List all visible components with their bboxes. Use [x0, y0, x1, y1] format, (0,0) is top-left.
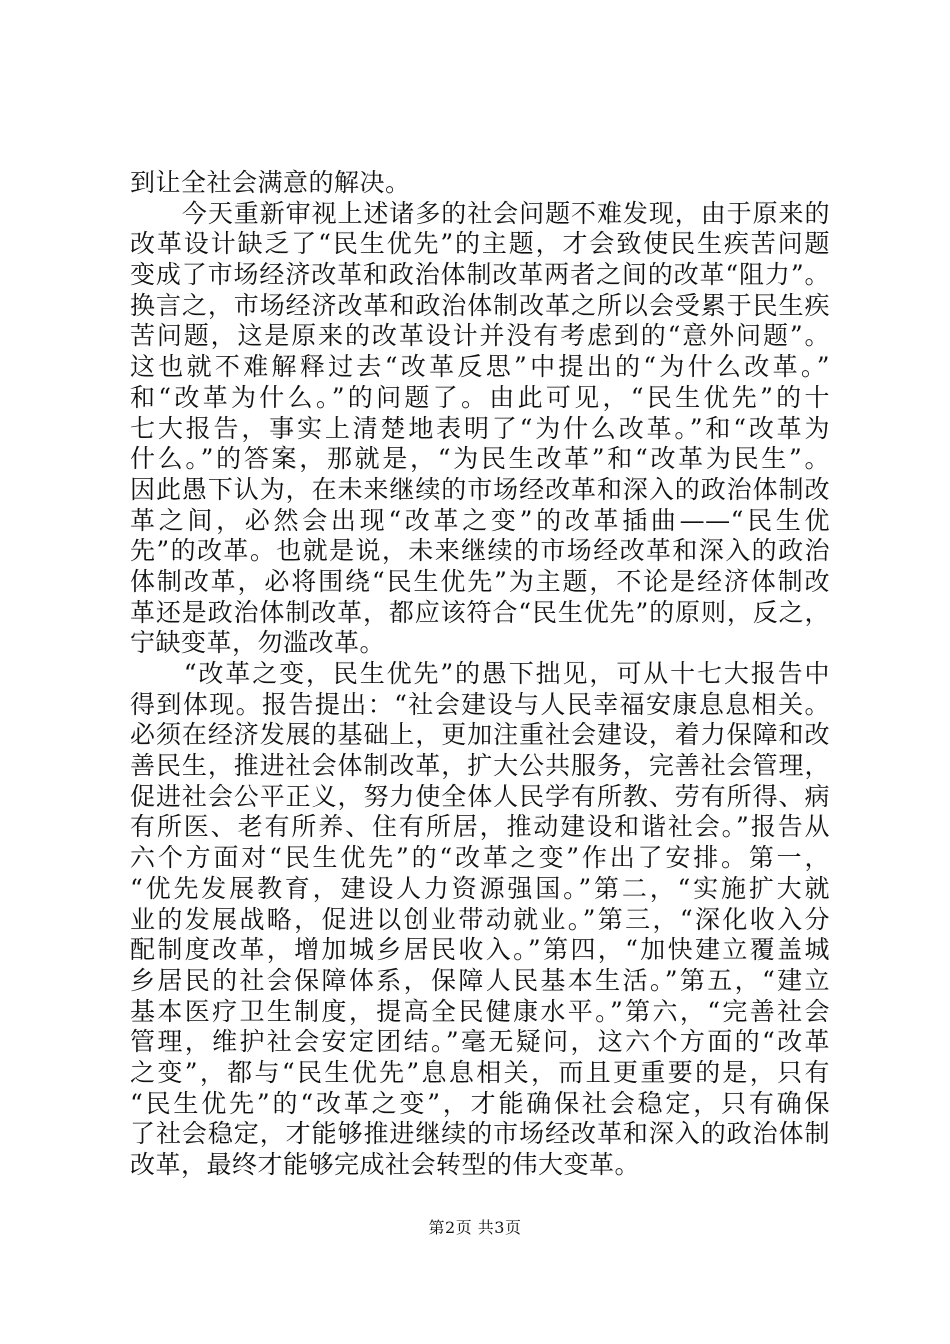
- text-line: 了社会稳定，才能够推进继续的市场经改革和深入的政治体制: [130, 1119, 830, 1149]
- text-line: 乡居民的社会保障体系，保障人民基本生活。”第五，“建立: [130, 965, 830, 995]
- text-line: 善民生，推进社会体制改革，扩大公共服务，完善社会管理，: [130, 751, 830, 781]
- body-text: [130, 168, 830, 1181]
- text-line: 体制改革，必将围绕“民生优先”为主题，不论是经济体制改: [130, 566, 830, 596]
- text-line: “民生优先”的“改革之变”，才能确保社会稳定，只有确保: [130, 1088, 830, 1118]
- text-line: 必须在经济发展的基础上，更加注重社会建设，着力保障和改: [130, 720, 830, 750]
- text-line: 管理，维护社会安定团结。”毫无疑问，这六个方面的“改革: [130, 1027, 830, 1057]
- text-line: 配制度改革，增加城乡居民收入。”第四，“加快建立覆盖城: [130, 935, 830, 965]
- page-number-footer: 第2页 共3页: [428, 1218, 522, 1237]
- text-line: 换言之，市场经济改革和政治体制改革之所以会受累于民生疾: [130, 290, 830, 320]
- text-line: 促进社会公平正义，努力使全体人民学有所教、劳有所得、病: [130, 781, 830, 811]
- text-line: “改革之变，民生优先”的愚下拙见，可从十七大报告中: [130, 659, 830, 688]
- text-line: 先”的改革。也就是说，未来继续的市场经改革和深入的政治: [130, 536, 830, 566]
- text-line: 改革设计缺乏了“民生优先”的主题，才会致使民生疾苦问题: [130, 229, 830, 259]
- text-line: 这也就不难解释过去“改革反思”中提出的“为什么改革。”: [130, 352, 830, 382]
- text-line: 苦问题，这是原来的改革设计并没有考虑到的“意外问题”。: [130, 321, 830, 351]
- text-line: 今天重新审视上述诸多的社会问题不难发现，由于原来的: [130, 198, 830, 228]
- text-line: 之变”，都与“民生优先”息息相关，而且更重要的是，只有: [130, 1057, 830, 1087]
- text-line: 革之间，必然会出现“改革之变”的改革插曲——“民生优: [130, 505, 830, 535]
- text-line: 和“改革为什么。”的问题了。由此可见，“民生优先”的十: [130, 382, 830, 412]
- text-line: 有所医、老有所养、住有所居，推动建设和谐社会。”报告从: [130, 812, 830, 842]
- text-line: 业的发展战略，促进以创业带动就业。”第三，“深化收入分: [130, 904, 830, 934]
- text-line: 变成了市场经济改革和政治体制改革两者之间的改革“阻力”。: [130, 260, 830, 290]
- text-line: “优先发展教育，建设人力资源强国。”第二，“实施扩大就: [130, 873, 830, 903]
- text-line: 因此愚下认为，在未来继续的市场经改革和深入的政治体制改: [130, 474, 830, 504]
- text-line: 什么。”的答案，那就是，“为民生改革”和“改革为民生”。: [130, 444, 830, 474]
- text-line: 六个方面对“民生优先”的“改革之变”作出了安排。第一，: [130, 843, 830, 873]
- text-line: 改革，最终才能够完成社会转型的伟大变革。: [130, 1150, 641, 1179]
- text-line: 宁缺变革，勿滥改革。: [130, 628, 386, 658]
- text-line: 到让全社会满意的解决。: [130, 168, 411, 197]
- text-line: 基本医疗卫生制度，提高全民健康水平。”第六，“完善社会: [130, 996, 830, 1026]
- text-line: 得到体现。报告提出：“社会建设与人民幸福安康息息相关。: [130, 689, 830, 719]
- text-line: 革还是政治体制改革，都应该符合“民生优先”的原则，反之，: [130, 597, 830, 627]
- text-line: 七大报告，事实上清楚地表明了“为什么改革。”和“改革为: [130, 413, 830, 443]
